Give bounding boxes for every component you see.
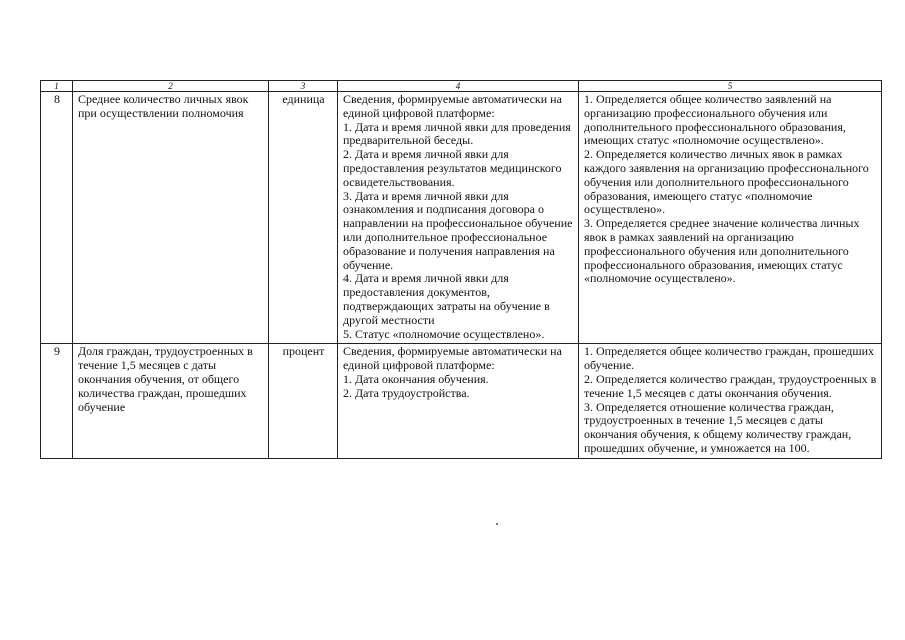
- table-header-row: [41, 81, 882, 92]
- data-source-line: 4. Дата и время личной явки для предоставления документов, подтверждающих затраты на обучение в другой местности: [343, 271, 550, 327]
- indicator-table: [40, 80, 882, 459]
- data-source-line: 3. Дата и время личной явки для ознакомления и подписания договора о направлении на профессиональное обучение или дополнительное профессиональное образование и получения направления на обучение.: [343, 188, 573, 272]
- unit-of-measure: процент: [269, 344, 338, 458]
- header-cell-3: 3: [269, 81, 338, 92]
- data-source-line: Сведения, формируемые автоматически на единой цифровой платформе:: [343, 92, 562, 120]
- data-source-line: 1. Дата и время личной явки для проведения предварительной беседы.: [343, 119, 571, 148]
- header-cell-1: 1: [41, 81, 73, 92]
- data-source-cell: [338, 92, 579, 344]
- data-source-line: 2. Дата и время личной явки для предоставления результатов медицинского освидетельствования.: [343, 147, 562, 189]
- data-source-line: 2. Дата трудоустройства.: [343, 385, 470, 400]
- scan-speck: [496, 523, 498, 525]
- indicator-name: Среднее количество личных явок при осуществлении полномочия: [73, 92, 269, 344]
- method-step: 2. Определяется количество граждан, трудоустроенных в течение 1,5 месяцев с даты окончания обучения.: [584, 371, 877, 400]
- data-source-line: 5. Статус «полномочие осуществлено».: [343, 326, 545, 341]
- data-source-line: 1. Дата окончания обучения.: [343, 371, 489, 386]
- method-step: 3. Определяется отношение количества граждан, трудоустроенных в течение 1,5 месяцев с даты окончания обучения, к общему количеству граждан, прошедших обучение, и умножается на 100.: [584, 399, 852, 455]
- row-number: 8: [41, 92, 73, 344]
- header-cell-4: 4: [338, 81, 579, 92]
- data-source-line: Сведения, формируемые автоматически на единой цифровой платформе:: [343, 344, 562, 373]
- header-cell-2: 2: [73, 81, 269, 92]
- method-step: 3. Определяется среднее значение количества личных явок в рамках заявлений на организацию профессионального обучения или дополнительного профессионального образования, имеющих статус «полномочие осуществлено».: [584, 216, 860, 286]
- method-step: 2. Определяется количество личных явок в рамках каждого заявления на организацию профессионального обучения или дополнительного профессионального образования, имеющего статус «полномочие осуществлено».: [584, 147, 869, 217]
- data-source-cell: [338, 344, 579, 458]
- method-step: 1. Определяется общее количество граждан, прошедших обучение.: [584, 344, 875, 373]
- calculation-method-cell: [579, 344, 882, 458]
- indicator-name: Доля граждан, трудоустроенных в течение 1,5 месяцев с даты окончания обучения, от общего количества граждан, прошедших обучение: [73, 344, 269, 458]
- method-step: 1. Определяется общее количество заявлений на организацию профессионального обучения или дополнительного профессионального образования, имеющих статус «полномочие осуществлено».: [584, 92, 846, 148]
- calculation-method-cell: [579, 92, 882, 344]
- table-row: [41, 344, 882, 458]
- row-number: 9: [41, 344, 73, 458]
- header-cell-5: 5: [579, 81, 882, 92]
- table-row: [41, 92, 882, 344]
- unit-of-measure: единица: [269, 92, 338, 344]
